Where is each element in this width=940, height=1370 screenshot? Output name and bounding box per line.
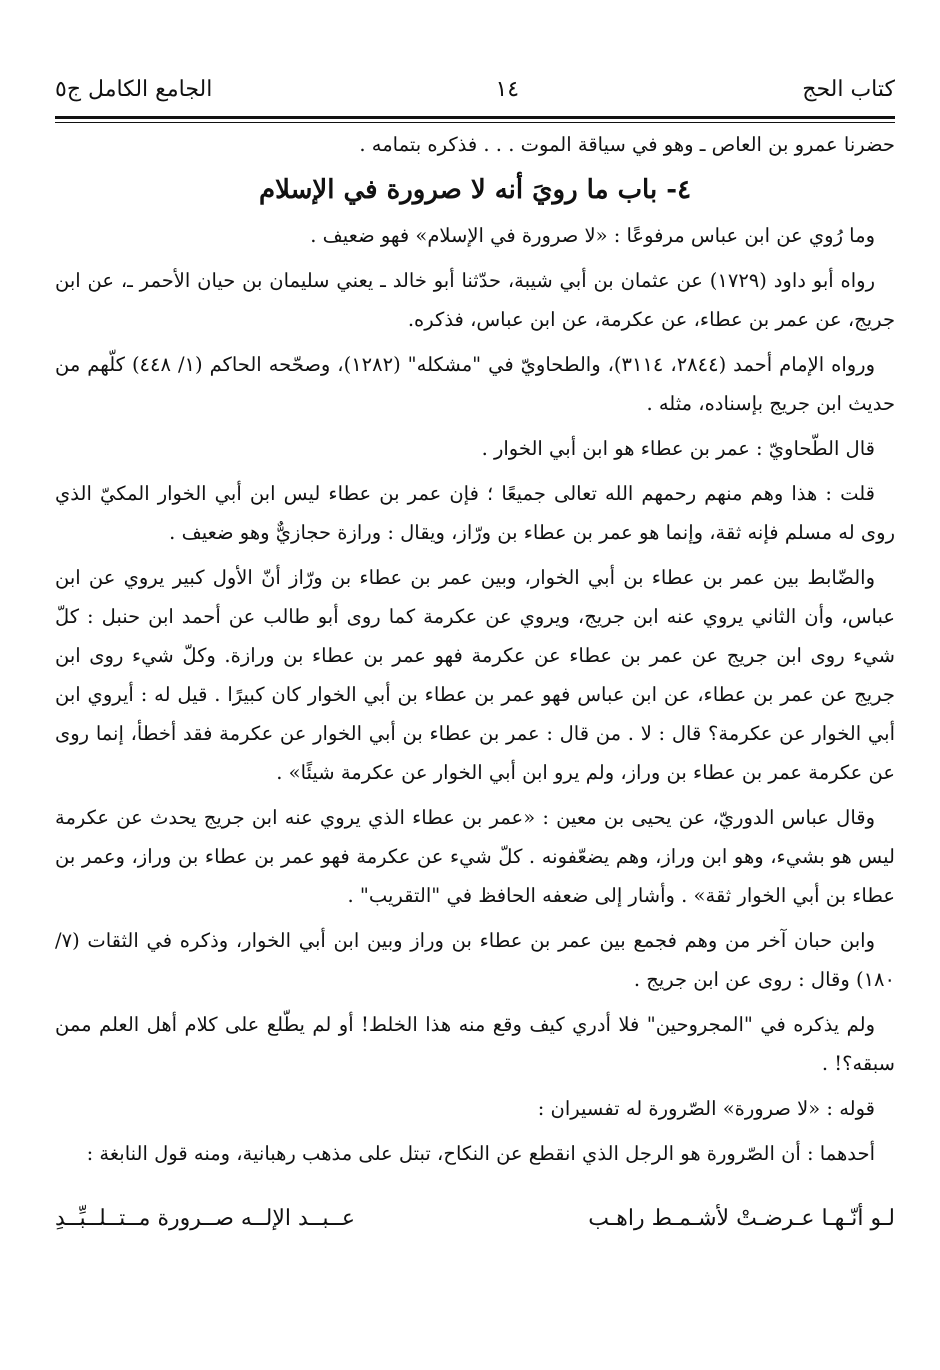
paragraph-11: أحدهما : أن الصّرورة هو الرجل الذي انقطع عن النكاح، تبتل على مذهب رهبانية، ومنه قول النابغة : [86,1142,875,1165]
book-title: كتاب الحج [802,77,895,102]
paragraph-2: رواه أبو داود (١٧٢٩) عن عثمان بن أبي شيبة، حدّثنا أبو خالد ـ يعني سليمان بن حيان الأحمر ـ، عن ابن جريج، عن عمر بن عطاء، عن عكرمة، عن ابن عباس، فذكره. [55,269,895,331]
header-rule-thin [55,122,895,123]
paragraph-10: قوله : «لا صرورة» الصّرورة له تفسيران : [537,1097,875,1120]
paragraph-8: وابن حبان آخر من وهم فجمع بين عمر بن عطاء بن وراز وبين ابن أبي الخوار، وذكره في الثقات (٧/ ١٨٠) وقال : روى عن ابن جريج . [55,929,895,991]
collection-title: الجامع الكامل ج٥ [55,77,213,102]
poem-verse [55,1193,895,1245]
paragraph-6: والضّابط بين عمر بن عطاء بن أبي الخوار، وبين عمر بن عطاء بن ورّاز أنّ الأول كبير يروي عن ابن عباس، وأن الثاني يروي عنه ابن جريج، ويروي عن عكرمة كما روى أبو طالب عن أحمد ابن حنبل : كلّ شيء روى ابن جريج عن عمر بن عطاء عن عكرمة فهو عمر بن عطاء بن ورازة. وكلّ شيء روى ابن جريج عن عمر بن عطاء، عن ابن عباس فهو عمر بن عطاء بن أبي الخوار كان كبيرًا . قيل له : أيروي ابن أبي الخوار عن عكرمة؟ قال : لا . من قال : عمر بن عطاء بن أبي الخوار عن عكرمة فقد أخطأ، إنما روى عن عكرمة عمر بن عطاء بن وراز، ولم يرو ابن أبي الخوار عن عكرمة شيئًا» . [55,566,895,784]
poem-hemistich-second: عــبــد الإلــه صــرورة مــتــلــبِّــدِ [55,1206,356,1231]
book-page [55,70,895,1245]
header-rule-thick [55,116,895,119]
continuation-paragraph: حضرنا عمرو بن العاص ـ وهو في سياقة الموت . . . فذكره بتمامه . [359,133,895,156]
paragraph-5: قلت : هذا وهم منهم رحمهم الله تعالى جميعًا ؛ فإن عمر بن عطاء ليس ابن أبي الخوار المكيّ الذي روى له مسلم فإنه ثقة، وإنما هو عمر بن عطاء بن ورّاز، ويقال : ورازة حجازيٌّ وهو ضعيف . [55,482,895,544]
paragraph-4: قال الطّحاويّ : عمر بن عطاء هو ابن أبي الخوار . [481,437,875,460]
paragraph-7: وقال عباس الدوريّ، عن يحيى بن معين : «عمر بن عطاء الذي يروي عنه ابن جريج يحدث عن عكرمة ليس هو بشيء، وهو ابن وراز، وهم يضعّفونه . كلّ شيء عن عكرمة فهو عمر بن عطاء بن وراز، وعمر بن عطاء بن أبي الخوار ثقة» . وأشار إلى ضعفه الحافظ في "التقريب" . [55,806,895,907]
running-header [55,70,895,110]
poem-hemistich-first: لـو أنّـهـا عـرضـتْ لأشـمـط راهـب [588,1206,895,1231]
paragraph-9: ولم يذكره في "المجروحين" فلا أدري كيف وقع منه هذا الخلط! أو لم يطّلع على كلام أهل العلم ممن سبقه؟! . [55,1013,895,1075]
paragraph-1: وما رُوي عن ابن عباس مرفوعًا : «لا صرورة في الإسلام» فهو ضعيف . [310,224,875,247]
paragraph-3: ورواه الإمام أحمد (٢٨٤٤، ٣١١٤)، والطحاويّ في "مشكله" (١٢٨٢)، وصحّحه الحاكم (١/ ٤٤٨) كلّهم من حديث ابن جريج بإسناده، مثله . [55,353,895,415]
chapter-heading: ٤- باب ما رويَ أنه لا صرورة في الإسلام [258,175,692,205]
page-number: ١٤ [495,77,520,102]
